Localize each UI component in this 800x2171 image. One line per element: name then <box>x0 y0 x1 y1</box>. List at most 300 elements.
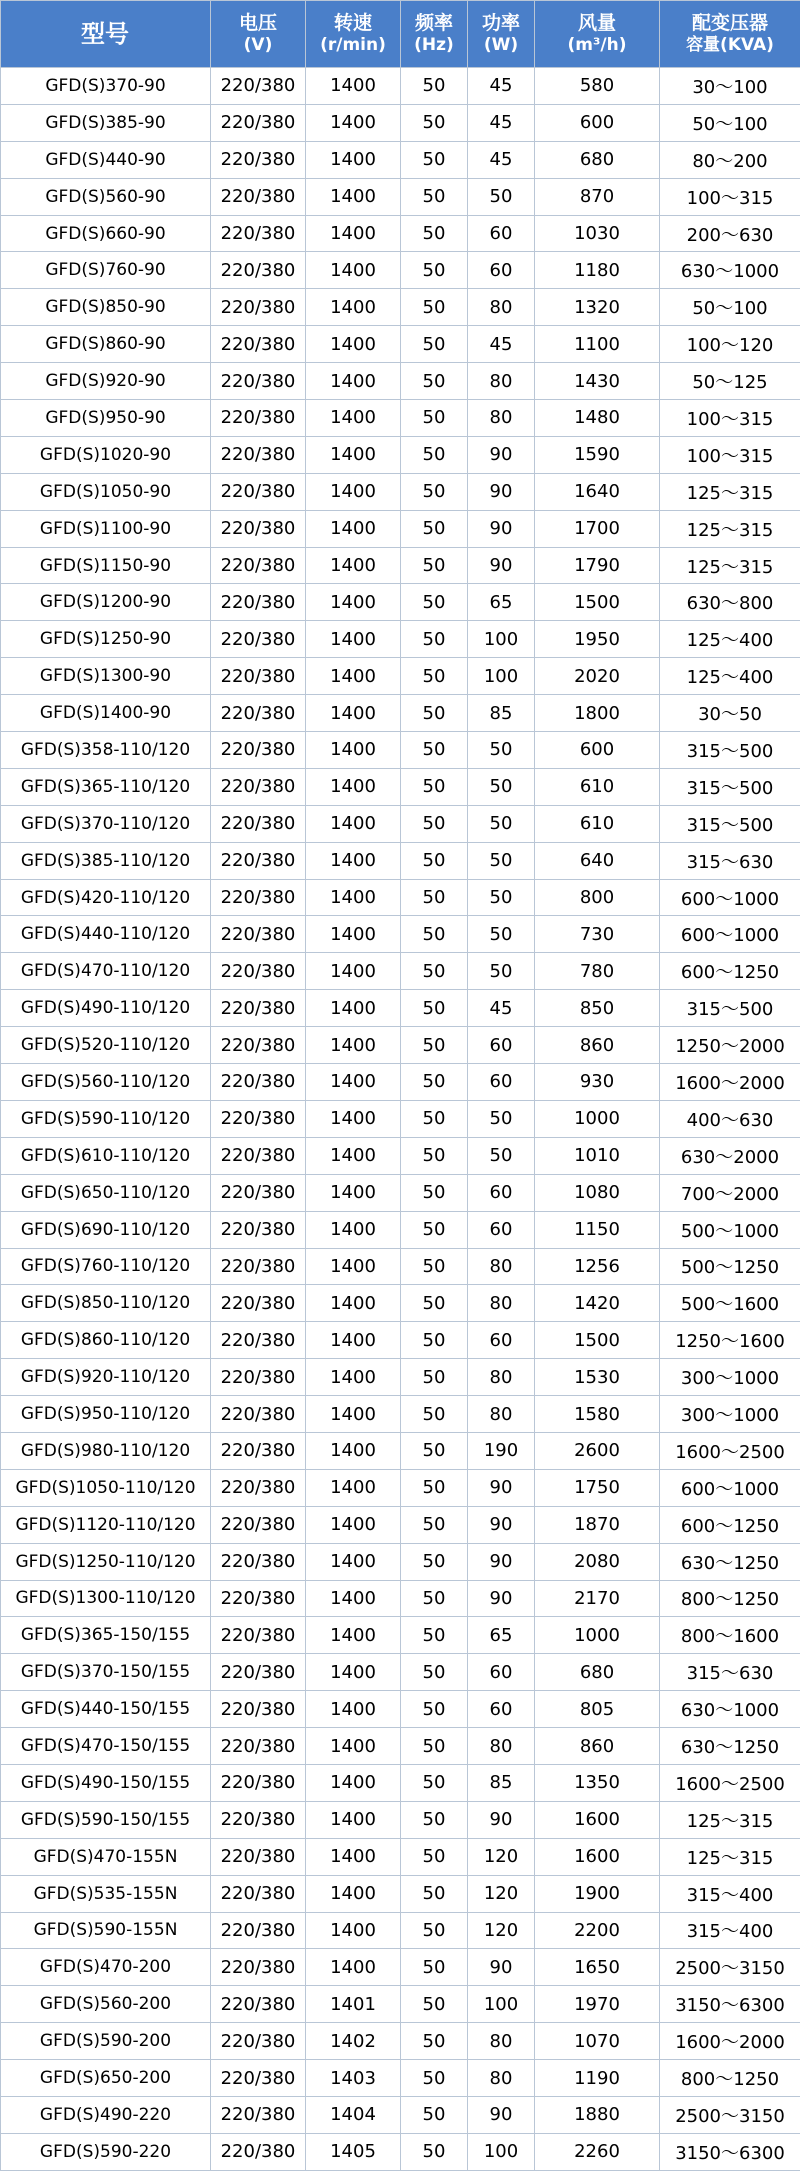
cell-transformer: 600～1000 <box>660 916 800 953</box>
cell-model: GFD(S)365-110/120 <box>1 768 211 805</box>
cell-transformer: 2500～3150 <box>660 2096 800 2133</box>
cell-airflow: 1880 <box>535 2096 660 2133</box>
cell-transformer: 100～315 <box>660 436 800 473</box>
cell-speed: 1400 <box>306 547 401 584</box>
table-row <box>1 621 800 658</box>
cell-transformer: 3150～6300 <box>660 2133 800 2170</box>
cell-power: 45 <box>468 104 535 141</box>
header-voltage-title: 电压 <box>239 12 277 34</box>
table-row <box>1 1469 800 1506</box>
table-row <box>1 2133 800 2170</box>
cell-power: 85 <box>468 695 535 732</box>
cell-speed: 1400 <box>306 1359 401 1396</box>
cell-frequency: 50 <box>401 178 468 215</box>
cell-power: 80 <box>468 1728 535 1765</box>
cell-airflow: 1030 <box>535 215 660 252</box>
cell-power: 60 <box>468 1027 535 1064</box>
cell-speed: 1400 <box>306 990 401 1027</box>
cell-airflow: 1640 <box>535 473 660 510</box>
cell-transformer: 1600～2500 <box>660 1432 800 1469</box>
table-row <box>1 1949 800 1986</box>
cell-transformer: 500～1000 <box>660 1211 800 1248</box>
cell-power: 90 <box>468 2096 535 2133</box>
header-speed <box>306 1 401 68</box>
cell-airflow: 2600 <box>535 1432 660 1469</box>
cell-voltage: 220/380 <box>211 1986 306 2023</box>
cell-frequency: 50 <box>401 842 468 879</box>
cell-frequency: 50 <box>401 1691 468 1728</box>
cell-model: GFD(S)590-200 <box>1 2023 211 2060</box>
cell-model: GFD(S)760-110/120 <box>1 1248 211 1285</box>
cell-voltage: 220/380 <box>211 1248 306 1285</box>
cell-airflow: 1650 <box>535 1949 660 1986</box>
table-row <box>1 2023 800 2060</box>
table-row <box>1 1137 800 1174</box>
table-row <box>1 953 800 990</box>
cell-frequency: 50 <box>401 289 468 326</box>
cell-frequency: 50 <box>401 1322 468 1359</box>
cell-voltage: 220/380 <box>211 2133 306 2170</box>
cell-frequency: 50 <box>401 1137 468 1174</box>
cell-power: 45 <box>468 990 535 1027</box>
cell-airflow: 1070 <box>535 2023 660 2060</box>
cell-airflow: 1256 <box>535 1248 660 1285</box>
cell-voltage: 220/380 <box>211 695 306 732</box>
cell-speed: 1401 <box>306 1986 401 2023</box>
table-row <box>1 1174 800 1211</box>
cell-frequency: 50 <box>401 436 468 473</box>
header-power-title: 功率 <box>482 12 520 34</box>
cell-voltage: 220/380 <box>211 658 306 695</box>
cell-airflow: 1800 <box>535 695 660 732</box>
cell-power: 80 <box>468 400 535 437</box>
cell-model: GFD(S)385-90 <box>1 104 211 141</box>
cell-speed: 1400 <box>306 695 401 732</box>
cell-transformer: 315～500 <box>660 732 800 769</box>
cell-airflow: 580 <box>535 68 660 105</box>
cell-voltage: 220/380 <box>211 1432 306 1469</box>
cell-transformer: 800～1600 <box>660 1617 800 1654</box>
cell-airflow: 610 <box>535 805 660 842</box>
cell-frequency: 50 <box>401 732 468 769</box>
cell-airflow: 1350 <box>535 1764 660 1801</box>
table-row <box>1 990 800 1027</box>
cell-power: 45 <box>468 68 535 105</box>
header-power <box>468 1 535 68</box>
table-row <box>1 1064 800 1101</box>
cell-power: 100 <box>468 621 535 658</box>
cell-speed: 1400 <box>306 1801 401 1838</box>
cell-transformer: 80～200 <box>660 141 800 178</box>
cell-airflow: 850 <box>535 990 660 1027</box>
table-row <box>1 547 800 584</box>
cell-transformer: 600～1000 <box>660 879 800 916</box>
cell-transformer: 3150～6300 <box>660 1986 800 2023</box>
cell-power: 50 <box>468 1137 535 1174</box>
cell-power: 60 <box>468 1654 535 1691</box>
table-row <box>1 326 800 363</box>
cell-power: 50 <box>468 1100 535 1137</box>
table-row <box>1 363 800 400</box>
cell-speed: 1400 <box>306 1580 401 1617</box>
cell-airflow: 1600 <box>535 1838 660 1875</box>
cell-voltage: 220/380 <box>211 178 306 215</box>
cell-transformer: 800～1250 <box>660 1580 800 1617</box>
cell-model: GFD(S)358-110/120 <box>1 732 211 769</box>
cell-transformer: 315～500 <box>660 768 800 805</box>
cell-voltage: 220/380 <box>211 584 306 621</box>
cell-power: 60 <box>468 1174 535 1211</box>
table-row <box>1 1580 800 1617</box>
cell-power: 60 <box>468 1691 535 1728</box>
cell-power: 60 <box>468 215 535 252</box>
cell-model: GFD(S)470-155N <box>1 1838 211 1875</box>
cell-transformer: 800～1250 <box>660 2060 800 2097</box>
cell-airflow: 1530 <box>535 1359 660 1396</box>
cell-transformer: 500～1250 <box>660 1248 800 1285</box>
cell-airflow: 930 <box>535 1064 660 1101</box>
cell-voltage: 220/380 <box>211 1359 306 1396</box>
table-row <box>1 1728 800 1765</box>
cell-power: 90 <box>468 547 535 584</box>
cell-transformer: 500～1600 <box>660 1285 800 1322</box>
table-row <box>1 473 800 510</box>
cell-speed: 1400 <box>306 1617 401 1654</box>
header-speed-unit: (r/min) <box>306 34 400 56</box>
cell-speed: 1400 <box>306 326 401 363</box>
cell-model: GFD(S)470-110/120 <box>1 953 211 990</box>
cell-power: 50 <box>468 842 535 879</box>
cell-power: 90 <box>468 1506 535 1543</box>
cell-power: 80 <box>468 2060 535 2097</box>
cell-airflow: 640 <box>535 842 660 879</box>
cell-frequency: 50 <box>401 990 468 1027</box>
cell-transformer: 1600～2000 <box>660 2023 800 2060</box>
cell-model: GFD(S)1300-110/120 <box>1 1580 211 1617</box>
header-airflow-title: 风量 <box>578 12 616 34</box>
cell-power: 90 <box>468 1580 535 1617</box>
table-row <box>1 805 800 842</box>
cell-transformer: 200～630 <box>660 215 800 252</box>
cell-voltage: 220/380 <box>211 1211 306 1248</box>
table-row <box>1 1100 800 1137</box>
cell-transformer: 600～1000 <box>660 1469 800 1506</box>
cell-speed: 1400 <box>306 1027 401 1064</box>
cell-speed: 1400 <box>306 953 401 990</box>
cell-airflow: 1100 <box>535 326 660 363</box>
cell-airflow: 2170 <box>535 1580 660 1617</box>
cell-frequency: 50 <box>401 1875 468 1912</box>
cell-power: 90 <box>468 1543 535 1580</box>
cell-speed: 1400 <box>306 1764 401 1801</box>
cell-model: GFD(S)370-150/155 <box>1 1654 211 1691</box>
cell-speed: 1400 <box>306 879 401 916</box>
cell-frequency: 50 <box>401 1064 468 1101</box>
cell-frequency: 50 <box>401 141 468 178</box>
cell-frequency: 50 <box>401 473 468 510</box>
cell-transformer: 100～315 <box>660 178 800 215</box>
cell-speed: 1404 <box>306 2096 401 2133</box>
table-row <box>1 510 800 547</box>
cell-voltage: 220/380 <box>211 1543 306 1580</box>
cell-model: GFD(S)1120-110/120 <box>1 1506 211 1543</box>
cell-model: GFD(S)440-110/120 <box>1 916 211 953</box>
cell-model: GFD(S)1250-110/120 <box>1 1543 211 1580</box>
cell-model: GFD(S)560-90 <box>1 178 211 215</box>
cell-model: GFD(S)1020-90 <box>1 436 211 473</box>
cell-speed: 1400 <box>306 363 401 400</box>
cell-voltage: 220/380 <box>211 510 306 547</box>
table-row <box>1 1359 800 1396</box>
cell-voltage: 220/380 <box>211 473 306 510</box>
cell-transformer: 400～630 <box>660 1100 800 1137</box>
cell-model: GFD(S)490-150/155 <box>1 1764 211 1801</box>
cell-airflow: 1590 <box>535 436 660 473</box>
cell-frequency: 50 <box>401 2133 468 2170</box>
cell-model: GFD(S)590-150/155 <box>1 1801 211 1838</box>
cell-frequency: 50 <box>401 2096 468 2133</box>
cell-transformer: 600～1250 <box>660 953 800 990</box>
cell-model: GFD(S)1300-90 <box>1 658 211 695</box>
cell-voltage: 220/380 <box>211 436 306 473</box>
cell-voltage: 220/380 <box>211 1654 306 1691</box>
cell-airflow: 2080 <box>535 1543 660 1580</box>
table-row <box>1 732 800 769</box>
cell-voltage: 220/380 <box>211 1949 306 1986</box>
cell-model: GFD(S)560-200 <box>1 1986 211 2023</box>
cell-model: GFD(S)980-110/120 <box>1 1432 211 1469</box>
table-row <box>1 768 800 805</box>
cell-speed: 1405 <box>306 2133 401 2170</box>
cell-frequency: 50 <box>401 1764 468 1801</box>
cell-power: 80 <box>468 1248 535 1285</box>
cell-voltage: 220/380 <box>211 2023 306 2060</box>
cell-airflow: 780 <box>535 953 660 990</box>
cell-transformer: 125～315 <box>660 473 800 510</box>
cell-speed: 1400 <box>306 1432 401 1469</box>
table-row <box>1 1432 800 1469</box>
cell-power: 60 <box>468 252 535 289</box>
cell-speed: 1400 <box>306 621 401 658</box>
table-row <box>1 584 800 621</box>
cell-frequency: 50 <box>401 916 468 953</box>
cell-voltage: 220/380 <box>211 990 306 1027</box>
table-row <box>1 1211 800 1248</box>
cell-airflow: 1700 <box>535 510 660 547</box>
cell-speed: 1400 <box>306 1248 401 1285</box>
header-airflow <box>535 1 660 68</box>
cell-frequency: 50 <box>401 1248 468 1285</box>
cell-model: GFD(S)370-90 <box>1 68 211 105</box>
cell-airflow: 1000 <box>535 1100 660 1137</box>
cell-frequency: 50 <box>401 1285 468 1322</box>
cell-speed: 1400 <box>306 1912 401 1949</box>
header-frequency-title: 频率 <box>415 12 453 34</box>
cell-frequency: 50 <box>401 1211 468 1248</box>
cell-power: 80 <box>468 1285 535 1322</box>
cell-transformer: 315～630 <box>660 1654 800 1691</box>
cell-voltage: 220/380 <box>211 1100 306 1137</box>
table-row <box>1 2060 800 2097</box>
cell-transformer: 1250～1600 <box>660 1322 800 1359</box>
cell-transformer: 50～125 <box>660 363 800 400</box>
table-row <box>1 289 800 326</box>
table-row <box>1 68 800 105</box>
cell-power: 50 <box>468 178 535 215</box>
cell-frequency: 50 <box>401 1949 468 1986</box>
cell-transformer: 1250～2000 <box>660 1027 800 1064</box>
table-row <box>1 1912 800 1949</box>
header-voltage-unit: (V) <box>211 34 305 56</box>
cell-model: GFD(S)920-110/120 <box>1 1359 211 1396</box>
cell-model: GFD(S)370-110/120 <box>1 805 211 842</box>
cell-voltage: 220/380 <box>211 326 306 363</box>
cell-speed: 1400 <box>306 1100 401 1137</box>
cell-speed: 1400 <box>306 1506 401 1543</box>
cell-speed: 1400 <box>306 1137 401 1174</box>
cell-voltage: 220/380 <box>211 1285 306 1322</box>
table-row <box>1 400 800 437</box>
cell-airflow: 1150 <box>535 1211 660 1248</box>
cell-speed: 1400 <box>306 916 401 953</box>
cell-transformer: 1600～2500 <box>660 1764 800 1801</box>
table-row <box>1 1396 800 1433</box>
cell-model: GFD(S)860-90 <box>1 326 211 363</box>
cell-frequency: 50 <box>401 68 468 105</box>
cell-frequency: 50 <box>401 1359 468 1396</box>
cell-transformer: 630～1250 <box>660 1543 800 1580</box>
cell-frequency: 50 <box>401 400 468 437</box>
cell-voltage: 220/380 <box>211 252 306 289</box>
cell-model: GFD(S)520-110/120 <box>1 1027 211 1064</box>
table-row <box>1 1285 800 1322</box>
cell-power: 100 <box>468 1986 535 2023</box>
cell-airflow: 1900 <box>535 1875 660 1912</box>
cell-power: 90 <box>468 1469 535 1506</box>
cell-power: 190 <box>468 1432 535 1469</box>
cell-power: 60 <box>468 1322 535 1359</box>
cell-airflow: 1010 <box>535 1137 660 1174</box>
cell-model: GFD(S)590-110/120 <box>1 1100 211 1137</box>
header-power-unit: (W) <box>468 34 534 56</box>
cell-speed: 1400 <box>306 805 401 842</box>
cell-transformer: 125～315 <box>660 510 800 547</box>
cell-frequency: 50 <box>401 584 468 621</box>
cell-speed: 1400 <box>306 1543 401 1580</box>
cell-model: GFD(S)1150-90 <box>1 547 211 584</box>
cell-model: GFD(S)470-150/155 <box>1 1728 211 1765</box>
cell-transformer: 125～315 <box>660 1838 800 1875</box>
header-model-title: 型号 <box>81 20 129 48</box>
table-row <box>1 252 800 289</box>
cell-airflow: 680 <box>535 1654 660 1691</box>
cell-model: GFD(S)850-90 <box>1 289 211 326</box>
cell-voltage: 220/380 <box>211 547 306 584</box>
table-row <box>1 2096 800 2133</box>
cell-transformer: 600～1250 <box>660 1506 800 1543</box>
cell-power: 60 <box>468 1211 535 1248</box>
cell-voltage: 220/380 <box>211 1396 306 1433</box>
cell-model: GFD(S)950-90 <box>1 400 211 437</box>
cell-transformer: 30～50 <box>660 695 800 732</box>
table-row <box>1 178 800 215</box>
cell-frequency: 50 <box>401 768 468 805</box>
cell-airflow: 1500 <box>535 1322 660 1359</box>
cell-voltage: 220/380 <box>211 363 306 400</box>
cell-airflow: 1600 <box>535 1801 660 1838</box>
cell-model: GFD(S)590-155N <box>1 1912 211 1949</box>
cell-airflow: 1480 <box>535 400 660 437</box>
cell-speed: 1400 <box>306 1174 401 1211</box>
cell-transformer: 300～1000 <box>660 1396 800 1433</box>
header-voltage <box>211 1 306 68</box>
cell-transformer: 50～100 <box>660 289 800 326</box>
cell-speed: 1402 <box>306 2023 401 2060</box>
cell-model: GFD(S)850-110/120 <box>1 1285 211 1322</box>
cell-model: GFD(S)1050-90 <box>1 473 211 510</box>
cell-model: GFD(S)650-200 <box>1 2060 211 2097</box>
cell-power: 90 <box>468 436 535 473</box>
cell-airflow: 800 <box>535 879 660 916</box>
cell-transformer: 2500～3150 <box>660 1949 800 1986</box>
cell-voltage: 220/380 <box>211 1801 306 1838</box>
cell-model: GFD(S)1100-90 <box>1 510 211 547</box>
table-row <box>1 916 800 953</box>
table-row <box>1 141 800 178</box>
cell-transformer: 315～500 <box>660 805 800 842</box>
cell-frequency: 50 <box>401 1027 468 1064</box>
cell-voltage: 220/380 <box>211 1137 306 1174</box>
cell-frequency: 50 <box>401 510 468 547</box>
cell-speed: 1400 <box>306 732 401 769</box>
cell-voltage: 220/380 <box>211 1838 306 1875</box>
cell-speed: 1400 <box>306 104 401 141</box>
cell-speed: 1400 <box>306 1728 401 1765</box>
cell-transformer: 30～100 <box>660 68 800 105</box>
cell-voltage: 220/380 <box>211 400 306 437</box>
cell-power: 65 <box>468 1617 535 1654</box>
cell-transformer: 700～2000 <box>660 1174 800 1211</box>
table-body <box>1 68 800 2171</box>
cell-power: 90 <box>468 510 535 547</box>
cell-frequency: 50 <box>401 326 468 363</box>
table-row <box>1 1027 800 1064</box>
cell-airflow: 610 <box>535 768 660 805</box>
cell-voltage: 220/380 <box>211 732 306 769</box>
header-transformer-title: 配变压器 <box>692 12 768 34</box>
cell-power: 80 <box>468 2023 535 2060</box>
cell-airflow: 1970 <box>535 1986 660 2023</box>
cell-airflow: 1000 <box>535 1617 660 1654</box>
cell-power: 50 <box>468 953 535 990</box>
cell-frequency: 50 <box>401 1174 468 1211</box>
cell-transformer: 100～315 <box>660 400 800 437</box>
cell-voltage: 220/380 <box>211 1064 306 1101</box>
table-row <box>1 842 800 879</box>
cell-voltage: 220/380 <box>211 916 306 953</box>
cell-speed: 1400 <box>306 1949 401 1986</box>
cell-airflow: 680 <box>535 141 660 178</box>
cell-transformer: 315～630 <box>660 842 800 879</box>
cell-frequency: 50 <box>401 1912 468 1949</box>
cell-airflow: 600 <box>535 732 660 769</box>
cell-model: GFD(S)365-150/155 <box>1 1617 211 1654</box>
cell-voltage: 220/380 <box>211 1875 306 1912</box>
cell-speed: 1400 <box>306 473 401 510</box>
table-row <box>1 1617 800 1654</box>
cell-frequency: 50 <box>401 1469 468 1506</box>
cell-power: 120 <box>468 1875 535 1912</box>
